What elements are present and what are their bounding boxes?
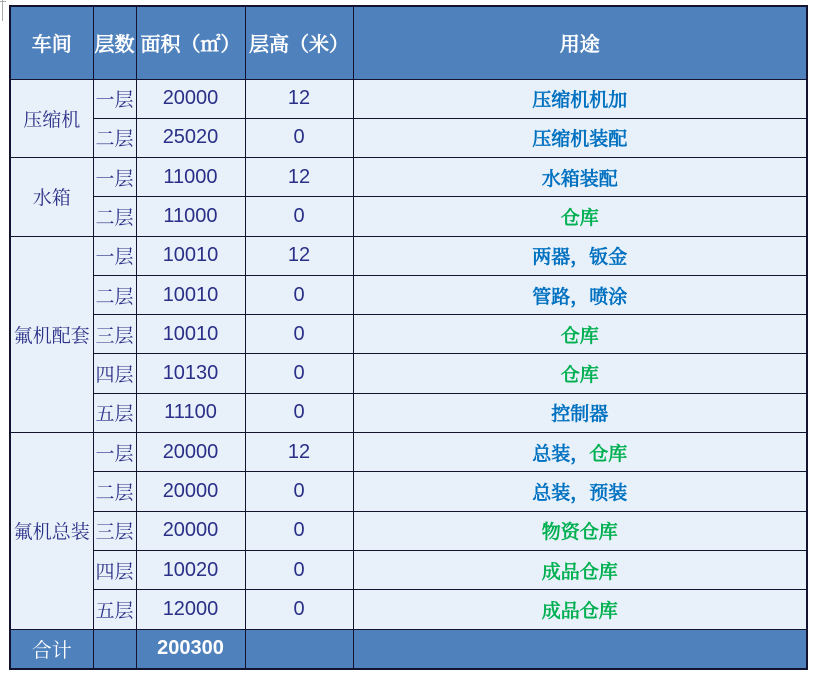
col-header-height: 层高（米） [245, 6, 353, 79]
height-cell: 0 [245, 550, 353, 589]
use-cell [353, 354, 807, 393]
use-text: 两器，钣金 [532, 247, 628, 269]
height-cell: 12 [245, 236, 353, 275]
height-cell: 0 [245, 511, 353, 550]
use-cell [353, 79, 807, 118]
height-cell: 12 [245, 79, 353, 118]
use-text: 压缩机机加 [532, 90, 628, 112]
use-text: 物资仓库 [541, 522, 618, 544]
use-text: 压缩机装配 [532, 129, 628, 151]
area-cell: 10010 [136, 315, 245, 354]
table-row [10, 550, 807, 589]
header-row [10, 6, 807, 79]
screenshot-corner-artifact [0, 1, 6, 2]
use-cell [353, 197, 807, 236]
table-row [10, 236, 807, 275]
height-cell: 0 [245, 197, 353, 236]
floor-cell: 二层 [93, 118, 136, 157]
use-text: 仓库 [589, 443, 628, 465]
table-row [10, 393, 807, 432]
use-text: 仓库 [560, 325, 599, 347]
area-cell: 10130 [136, 354, 245, 393]
col-header-workshop: 车间 [10, 6, 93, 79]
col-header-floors: 层数 [93, 6, 136, 79]
floor-cell: 五层 [93, 393, 136, 432]
floor-cell: 五层 [93, 590, 136, 629]
area-cell: 20000 [136, 472, 245, 511]
use-text: 总装，预装 [532, 482, 628, 504]
total-row [10, 629, 807, 669]
workshop-cell: 水箱 [10, 158, 93, 237]
use-cell [353, 472, 807, 511]
workshop-area-table [9, 5, 808, 670]
use-cell [353, 590, 807, 629]
total-label-cell: 合计 [10, 629, 93, 669]
area-cell: 20000 [136, 511, 245, 550]
height-cell: 0 [245, 118, 353, 157]
area-cell: 20000 [136, 79, 245, 118]
use-cell [353, 550, 807, 589]
use-cell [353, 433, 807, 472]
floor-cell: 三层 [93, 315, 136, 354]
table-row [10, 315, 807, 354]
area-cell: 10010 [136, 236, 245, 275]
table-row [10, 354, 807, 393]
use-text: 成品仓库 [541, 561, 618, 583]
floor-cell: 一层 [93, 79, 136, 118]
table-row [10, 158, 807, 197]
use-cell [353, 275, 807, 314]
area-cell: 25020 [136, 118, 245, 157]
use-text: 成品仓库 [541, 600, 618, 622]
floor-cell: 一层 [93, 236, 136, 275]
use-text: 水箱装配 [541, 168, 618, 190]
floor-cell: 一层 [93, 433, 136, 472]
floor-cell: 四层 [93, 354, 136, 393]
height-cell: 0 [245, 354, 353, 393]
table-row [10, 433, 807, 472]
use-cell [353, 118, 807, 157]
col-header-use: 用途 [353, 6, 807, 79]
workshop-cell: 氟机配套 [10, 236, 93, 432]
area-cell: 12000 [136, 590, 245, 629]
floor-cell: 二层 [93, 197, 136, 236]
total-area-cell: 200300 [136, 629, 245, 669]
height-cell: 0 [245, 590, 353, 629]
area-cell: 11000 [136, 197, 245, 236]
area-cell: 20000 [136, 433, 245, 472]
area-cell: 10010 [136, 275, 245, 314]
use-text: 管路，喷涂 [532, 286, 628, 308]
use-text: 仓库 [560, 365, 599, 387]
col-header-area: 面积（㎡） [136, 6, 245, 79]
workshop-cell: 压缩机 [10, 79, 93, 158]
floor-cell: 三层 [93, 511, 136, 550]
use-text: 总装， [532, 443, 590, 465]
height-cell: 0 [245, 393, 353, 432]
floor-cell: 二层 [93, 275, 136, 314]
table-row [10, 275, 807, 314]
height-cell: 0 [245, 472, 353, 511]
use-cell [353, 393, 807, 432]
area-cell: 10020 [136, 550, 245, 589]
empty-cell [93, 629, 136, 669]
use-cell [353, 158, 807, 197]
screenshot-corner-artifact [2, 0, 3, 21]
use-text: 控制器 [551, 404, 609, 426]
table-row [10, 79, 807, 118]
table-row [10, 197, 807, 236]
use-cell [353, 315, 807, 354]
height-cell: 12 [245, 158, 353, 197]
use-cell [353, 511, 807, 550]
table-row [10, 472, 807, 511]
floor-cell: 四层 [93, 550, 136, 589]
workshop-cell: 氟机总装 [10, 433, 93, 629]
area-cell: 11000 [136, 158, 245, 197]
use-cell [353, 236, 807, 275]
area-cell: 11100 [136, 393, 245, 432]
table-row [10, 590, 807, 629]
empty-cell [353, 629, 807, 669]
floor-cell: 二层 [93, 472, 136, 511]
floor-cell: 一层 [93, 158, 136, 197]
use-text: 仓库 [560, 207, 599, 229]
table-row [10, 511, 807, 550]
height-cell: 0 [245, 315, 353, 354]
table-row [10, 118, 807, 157]
empty-cell [245, 629, 353, 669]
height-cell: 12 [245, 433, 353, 472]
height-cell: 0 [245, 275, 353, 314]
